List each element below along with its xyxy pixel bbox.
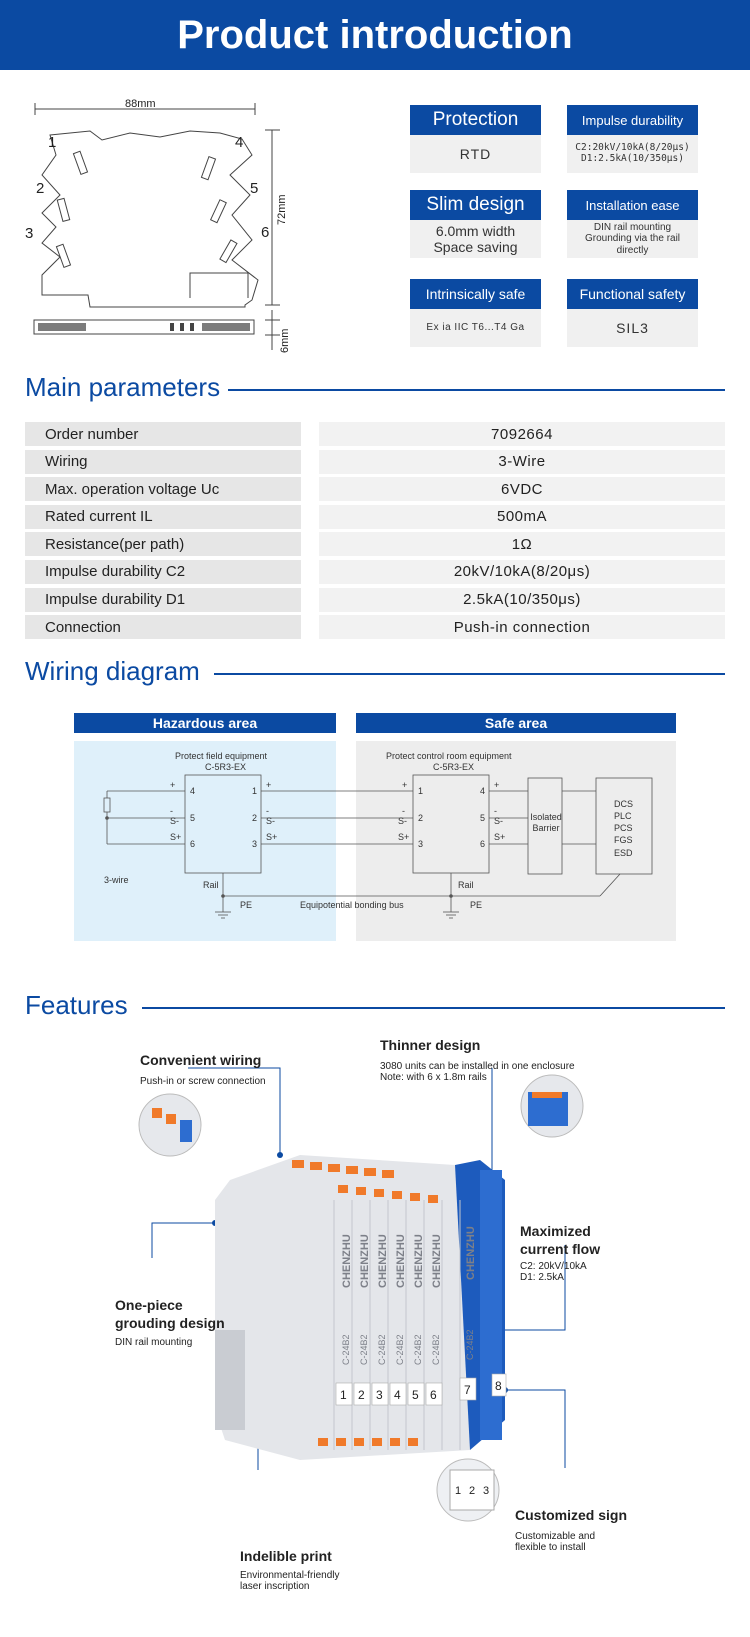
param-value: 1Ω [319, 532, 725, 556]
slot-number: 1 [340, 1388, 347, 1402]
card-title: Protection [410, 105, 541, 135]
sign-s-minus: S- [266, 816, 275, 826]
three-wire-label: 3-wire [104, 875, 129, 885]
feature-current [520, 1223, 600, 1283]
sign-minus: - [266, 806, 269, 816]
feature-title: One-piece [115, 1297, 183, 1313]
terminal-6: 6 [480, 839, 486, 849]
pe-label: PE [240, 900, 253, 910]
rail-label: Rail [458, 880, 474, 890]
pos-6: 6 [261, 224, 270, 241]
terminal-1: 1 [252, 786, 258, 796]
sign-s-minus: S- [494, 816, 503, 826]
terminal-2: 2 [418, 813, 424, 823]
terminal-4: 4 [480, 786, 486, 796]
feature-desc: DIN rail mounting [115, 1337, 193, 1348]
card-title: Installation ease [567, 190, 698, 220]
feature-desc: flexible to install [515, 1542, 586, 1553]
card-title: Slim design [410, 190, 541, 220]
slot-number: 2 [358, 1388, 365, 1402]
pos-1: 1 [48, 134, 57, 151]
field-caption: Protect field equipment [175, 751, 268, 761]
section-title: Main parameters [25, 372, 221, 402]
card-body: RTD [410, 135, 541, 173]
sign-number: 3 [483, 1485, 490, 1497]
brand-label: CHENZHU [377, 1234, 389, 1288]
sign-number: 1 [455, 1485, 462, 1497]
bonding-bus-label: Equipotential bonding bus [300, 900, 404, 910]
feature-desc: Note: with 6 x 1.8m rails [380, 1072, 487, 1083]
card-title: Intrinsically safe [410, 279, 541, 309]
model-label: C-24B2 [465, 1329, 475, 1360]
terminal-2: 2 [252, 813, 258, 823]
terminal-3: 3 [418, 839, 424, 849]
param-value: 7092664 [319, 422, 725, 446]
thickness-label: 6mm [279, 328, 291, 353]
sign-s-minus: S- [170, 816, 179, 826]
slot-number: 5 [412, 1388, 419, 1402]
sign-s-plus: S+ [398, 832, 410, 842]
pos-3: 3 [25, 225, 34, 242]
feature-title: Maximized [520, 1223, 591, 1239]
sign-plus: + [266, 780, 272, 790]
param-value: Push-in connection [319, 615, 725, 639]
feature-convenient [140, 1052, 266, 1087]
section-features [25, 990, 725, 1021]
slot-number: 6 [430, 1388, 437, 1402]
feature-desc: Customizable and [515, 1531, 596, 1542]
param-label: Max. operation voltage Uc [25, 477, 301, 501]
banner-title: Product introduction [177, 12, 573, 57]
sign-plus: + [170, 780, 176, 790]
model-label: C-24B2 [395, 1334, 405, 1365]
param-label: Resistance(per path) [25, 532, 301, 556]
feature-title: current flow [520, 1241, 601, 1257]
model-label: C-24B2 [431, 1334, 441, 1365]
feature-desc: 3080 units can be installed in one enclosure [380, 1061, 575, 1072]
feature-title: Indelible print [240, 1548, 332, 1564]
feature-desc: Environmental-friendly [240, 1570, 340, 1581]
param-label: Wiring [25, 450, 301, 474]
feature-title: grouding design [115, 1315, 225, 1331]
param-label: Impulse durability D1 [25, 588, 301, 612]
pe-label: PE [470, 900, 483, 910]
feature-thinner [380, 1037, 575, 1083]
section-title: Features [25, 990, 128, 1020]
control-model: C-5R3-EX [433, 762, 475, 772]
feature-print [240, 1548, 340, 1592]
width-label: 88mm [125, 98, 156, 110]
brand-label: CHENZHU [465, 1226, 477, 1280]
pos-2: 2 [36, 180, 45, 197]
slot-number: 8 [495, 1379, 502, 1393]
brand-label: CHENZHU [413, 1234, 425, 1288]
param-label: Rated current IL [25, 505, 301, 529]
model-label: C-24B2 [359, 1334, 369, 1365]
brand-label: CHENZHU [431, 1234, 443, 1288]
brand-label: CHENZHU [395, 1234, 407, 1288]
sign-plus: + [402, 780, 408, 790]
field-model: C-5R3-EX [205, 762, 247, 772]
pos-5: 5 [250, 180, 259, 197]
terminal-6: 6 [190, 839, 196, 849]
param-label: Impulse durability C2 [25, 560, 301, 584]
sign-minus: - [494, 806, 497, 816]
sign-minus: - [402, 806, 405, 816]
param-value: 500mA [319, 505, 725, 529]
card-body: C2:20kV/10kA(8/20μs) D1:2.5kA(10/350μs) [567, 135, 698, 173]
feature-desc: D1: 2.5kA [520, 1272, 564, 1283]
product-illustration [0, 1030, 750, 1530]
card-body: DIN rail mounting Grounding via the rail directly [567, 220, 698, 258]
brand-label: CHENZHU [341, 1234, 353, 1288]
slot-number: 7 [464, 1383, 471, 1397]
feature-grounding [115, 1297, 225, 1348]
slot-number: 4 [394, 1388, 401, 1402]
slot-number: 3 [376, 1388, 383, 1402]
pos-4: 4 [235, 134, 244, 151]
section-title: Wiring diagram [25, 656, 200, 686]
sign-s-plus: S+ [494, 832, 506, 842]
height-label: 72mm [276, 194, 288, 225]
sign-s-minus: S- [398, 816, 407, 826]
terminal-1: 1 [418, 786, 424, 796]
card-title: Impulse durability [567, 105, 698, 135]
param-value: 2.5kA(10/350μs) [319, 588, 725, 612]
feature-desc: Push-in or screw connection [140, 1076, 266, 1087]
terminal-3: 3 [252, 839, 258, 849]
feature-title: Customized sign [515, 1507, 628, 1523]
sign-s-plus: S+ [266, 832, 278, 842]
hazardous-label: Hazardous area [152, 715, 258, 731]
feature-desc: laser inscription [240, 1581, 310, 1592]
param-value: 3-Wire [319, 450, 725, 474]
isolated-barrier: Isolated Barrier [530, 812, 562, 833]
rail-label: Rail [203, 880, 219, 890]
card-body: 6.0mm width Space saving [410, 220, 541, 258]
param-value: 6VDC [319, 477, 725, 501]
card-body: Ex ia IIC T6...T4 Ga [410, 309, 541, 347]
sign-plus: + [494, 780, 500, 790]
model-label: C-24B2 [341, 1334, 351, 1365]
sign-minus: - [170, 806, 173, 816]
param-label: Order number [25, 422, 301, 446]
safe-label: Safe area [484, 715, 548, 731]
feature-desc: C2: 20kV/10kA [520, 1261, 587, 1272]
terminal-5: 5 [190, 813, 196, 823]
model-label: C-24B2 [413, 1334, 423, 1365]
feature-sign [515, 1507, 627, 1553]
param-label: Connection [25, 615, 301, 639]
terminal-5: 5 [480, 813, 486, 823]
param-value: 20kV/10kA(8/20μs) [319, 560, 725, 584]
model-label: C-24B2 [377, 1334, 387, 1365]
control-caption: Protect control room equipment [386, 751, 512, 761]
card-title: Functional safety [567, 279, 698, 309]
sign-number: 2 [469, 1485, 476, 1497]
sign-s-plus: S+ [170, 832, 182, 842]
terminal-4: 4 [190, 786, 196, 796]
control-systems: DCS PLC PCS FGS ESD [614, 799, 634, 858]
feature-title: Thinner design [380, 1037, 481, 1053]
brand-label: CHENZHU [359, 1234, 371, 1288]
feature-title: Convenient wiring [140, 1052, 262, 1068]
card-body: SIL3 [567, 309, 698, 347]
